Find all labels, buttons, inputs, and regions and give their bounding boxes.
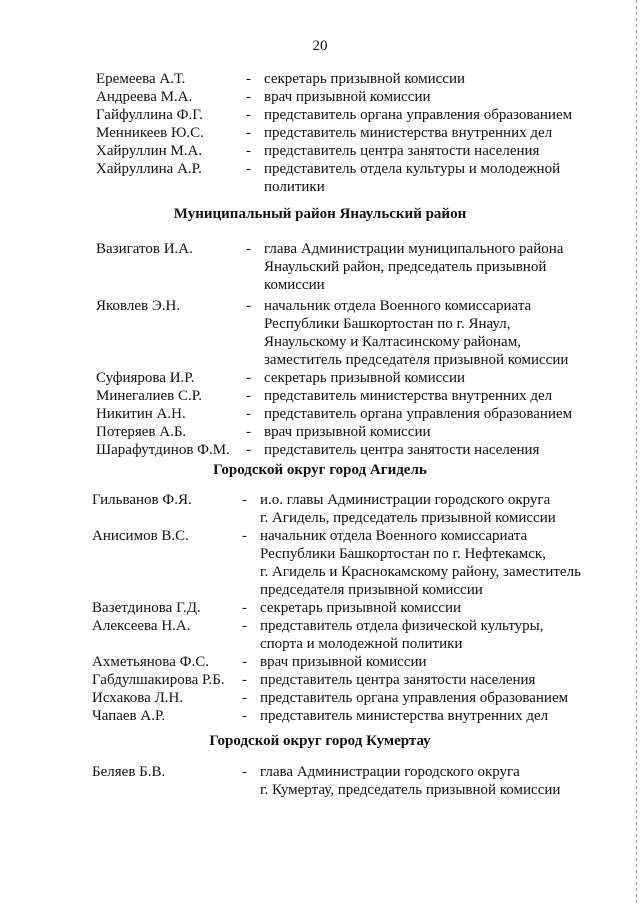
member-role: врач призывной комиссии — [264, 89, 431, 105]
member-name: Гайфуллина Ф.Г. — [96, 107, 203, 123]
dash: - — [242, 654, 247, 670]
dash: - — [246, 406, 251, 422]
member-role: врач призывной комиссии — [264, 424, 431, 440]
member-role: врач призывной комиссии — [260, 654, 427, 670]
member-name: Вазигатов И.А. — [96, 241, 193, 257]
member-entry — [92, 671, 616, 689]
member-role: представитель отдела культуры и молодежной политики — [264, 161, 561, 195]
member-role: секретарь призывной комиссии — [264, 370, 466, 386]
member-entry — [92, 599, 616, 617]
member-name: Еремеева А.Т. — [96, 71, 186, 87]
member-name: Шарафутдинов Ф.М. — [96, 442, 230, 458]
member-entry — [92, 763, 616, 799]
member-entry — [96, 369, 616, 387]
member-list — [92, 491, 616, 725]
member-entry — [92, 653, 616, 671]
member-role: представитель министерства внутренних дел — [260, 708, 549, 724]
member-role: представитель отдела физической культуры, спорта и молодежной политики — [260, 618, 544, 652]
member-entry — [96, 441, 616, 459]
dash: - — [242, 492, 247, 508]
member-name: Исхакова Л.Н. — [92, 690, 184, 706]
member-name: Анисимов В.С. — [92, 528, 189, 544]
dash: - — [246, 424, 251, 440]
member-name: Алексеева Н.А. — [92, 618, 191, 634]
dash: - — [246, 107, 251, 123]
member-name: Хайруллина А.Р. — [96, 161, 202, 177]
dash: - — [242, 708, 247, 724]
member-name: Менникеев Ю.С. — [96, 125, 204, 141]
member-name: Ахметьянова Ф.С. — [92, 654, 209, 670]
member-list — [96, 240, 616, 459]
member-entry — [96, 387, 616, 405]
member-name: Никитин А.Н. — [96, 406, 186, 422]
dash: - — [246, 71, 251, 87]
dash: - — [242, 618, 247, 634]
member-name: Беляев Б.В. — [92, 764, 166, 780]
dash: - — [242, 672, 247, 688]
member-name: Суфиярова И.Р. — [96, 370, 195, 386]
member-entry — [96, 297, 616, 369]
member-role: начальник отдела Военного комиссариата Республики Башкортостан по г. Янаул, Янаульскому и Калтасинскому районам, заместитель председателя призывной комиссии — [264, 298, 569, 368]
member-name: Минегалиев С.Р. — [96, 388, 202, 404]
dash: - — [246, 89, 251, 105]
member-name: Яковлев Э.Н. — [96, 298, 181, 314]
member-name: Гильванов Ф.Я. — [92, 492, 192, 508]
member-name: Потеряев А.Б. — [96, 424, 187, 440]
member-entry — [92, 491, 616, 527]
member-list — [96, 70, 616, 196]
member-entry — [96, 240, 616, 294]
member-entry — [96, 142, 616, 160]
dash: - — [246, 442, 251, 458]
page-number: 20 — [312, 38, 328, 54]
member-entry — [96, 70, 616, 88]
member-role: представитель министерства внутренних дел — [264, 388, 553, 404]
dash: - — [246, 241, 251, 257]
member-entry — [96, 106, 616, 124]
member-role: представитель министерства внутренних дел — [264, 125, 553, 141]
member-name: Чапаев А.Р. — [92, 708, 166, 724]
member-entry — [96, 88, 616, 106]
member-role: представитель органа управления образованием — [260, 690, 569, 706]
section-heading: Городской округ город Кумертау — [209, 733, 431, 749]
dash: - — [242, 600, 247, 616]
member-entry — [92, 617, 616, 653]
member-entry — [96, 423, 616, 441]
member-role: начальник отдела Военного комиссариата Республики Башкортостан по г. Нефтекамск, г. Агидель и Краснокамскому району, заместитель председателя призывной комиссии — [260, 528, 581, 598]
member-entry — [96, 124, 616, 142]
dash: - — [246, 370, 251, 386]
member-name: Вазетдинова Г.Д. — [92, 600, 201, 616]
member-entry — [92, 707, 616, 725]
dash: - — [242, 764, 247, 780]
member-entry — [92, 689, 616, 707]
section-heading: Городской округ город Агидель — [213, 462, 427, 478]
member-entry — [92, 527, 616, 599]
member-role: глава Администрации городского округа г. Кумертау, председатель призывной комиссии — [260, 764, 561, 798]
member-name: Андреева М.А. — [96, 89, 193, 105]
dash: - — [246, 125, 251, 141]
member-role: представитель центра занятости населения — [264, 442, 540, 458]
dash: - — [246, 161, 251, 177]
dash: - — [242, 528, 247, 544]
dash: - — [242, 690, 247, 706]
member-name: Габдулшакирова Р.Б. — [92, 672, 225, 688]
member-role: представитель органа управления образованием — [264, 107, 573, 123]
dash: - — [246, 388, 251, 404]
member-role: секретарь призывной комиссии — [264, 71, 466, 87]
dash: - — [246, 143, 251, 159]
member-list — [92, 763, 616, 799]
dash: - — [246, 298, 251, 314]
member-role: секретарь призывной комиссии — [260, 600, 462, 616]
member-role: глава Администрации муниципального района Янаульский район, председатель призывной комиссии — [264, 241, 564, 293]
section-heading: Муниципальный район Янаульский район — [173, 206, 467, 222]
member-role: представитель органа управления образованием — [264, 406, 573, 422]
member-role: представитель центра занятости населения — [264, 143, 540, 159]
member-role: и.о. главы Администрации городского округа г. Агидель, председатель призывной комиссии — [260, 492, 556, 526]
member-entry — [96, 160, 616, 196]
page-edge-scan-line — [636, 0, 637, 905]
member-name: Хайруллин М.А. — [96, 143, 203, 159]
member-entry — [96, 405, 616, 423]
member-role: представитель центра занятости населения — [260, 672, 536, 688]
